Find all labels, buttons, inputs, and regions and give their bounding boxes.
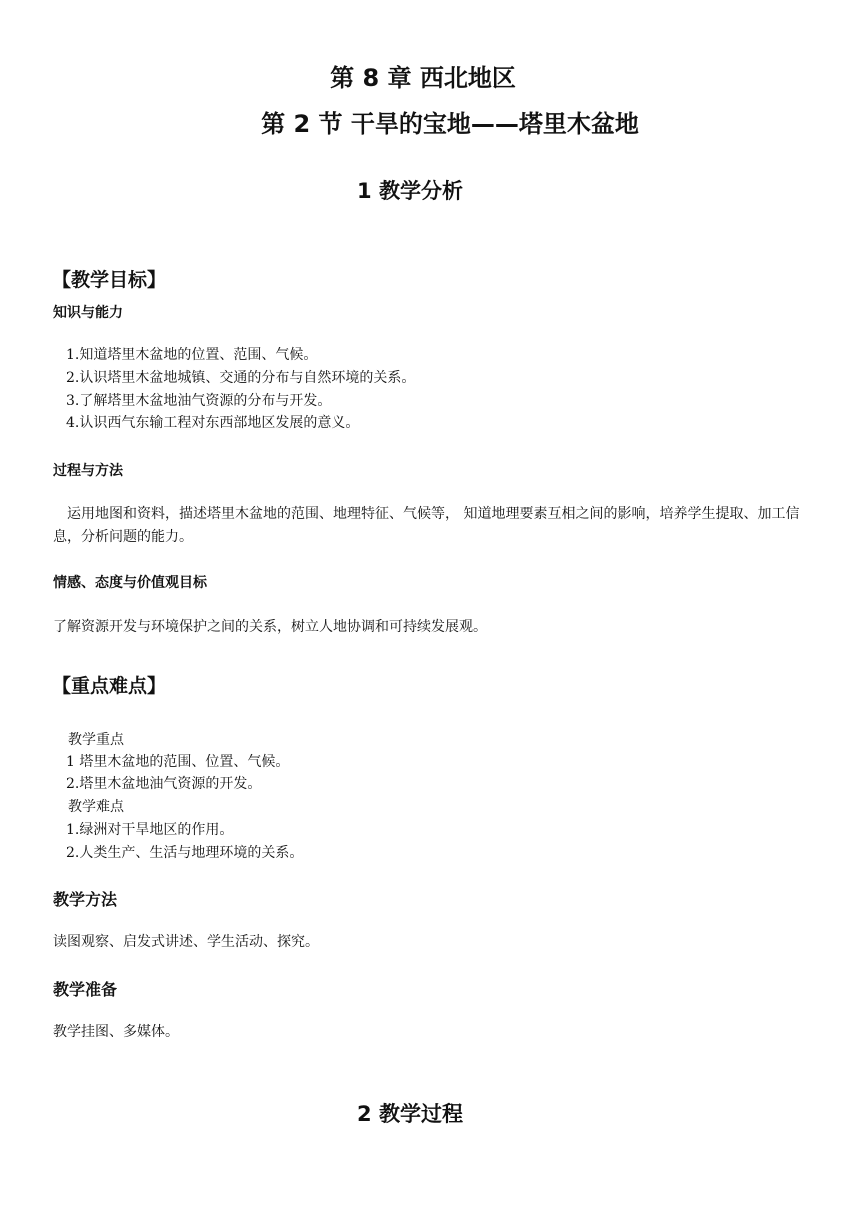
part-heading-process: 2 教学过程 bbox=[357, 1102, 463, 1126]
difficulty-label: 教学难点 bbox=[68, 799, 124, 815]
process-paragraph: 运用地图和资料，描述塔里木盆地的范围、地理特征、气候等， 知道地理要素互相之间的影响，培养学生提取、加工信息，分析问题的能力。 bbox=[53, 506, 800, 545]
section-title: 第 2 节 干旱的宝地——塔里木盆地 bbox=[261, 110, 639, 138]
difficulty-item: 2.人类生产、生活与地理环境的关系。 bbox=[66, 845, 304, 861]
methods-heading: 教学方法 bbox=[53, 890, 118, 909]
knowledge-item: 1.知道塔里木盆地的位置、范围、气候。 bbox=[66, 347, 318, 363]
emotion-paragraph: 了解资源开发与环境保护之间的关系，树立人地协调和可持续发展观。 bbox=[53, 619, 487, 635]
process-heading: 过程与方法 bbox=[53, 463, 123, 479]
knowledge-item: 2.认识塔里木盆地城镇、交通的分布与自然环境的关系。 bbox=[66, 370, 416, 386]
chapter-title: 第 8 章 西北地区 bbox=[330, 64, 516, 92]
focus-item: 1 塔里木盆地的范围、位置、气候。 bbox=[66, 754, 290, 770]
difficulty-item: 1.绿洲对干旱地区的作用。 bbox=[66, 822, 234, 838]
knowledge-item: 3.了解塔里木盆地油气资源的分布与开发。 bbox=[66, 393, 332, 409]
focus-label: 教学重点 bbox=[68, 732, 124, 748]
part-heading-analysis: 1 教学分析 bbox=[357, 179, 463, 203]
knowledge-item: 4.认识西气东输工程对东西部地区发展的意义。 bbox=[66, 415, 360, 431]
preparation-text: 教学挂图、多媒体。 bbox=[53, 1024, 179, 1040]
goals-heading: 【教学目标】 bbox=[52, 269, 167, 291]
key-points-heading: 【重点难点】 bbox=[52, 675, 167, 697]
preparation-heading: 教学准备 bbox=[53, 980, 118, 999]
focus-item: 2.塔里木盆地油气资源的开发。 bbox=[66, 776, 262, 792]
knowledge-heading: 知识与能力 bbox=[53, 305, 123, 321]
emotion-heading: 情感、态度与价值观目标 bbox=[53, 575, 207, 591]
methods-text: 读图观察、启发式讲述、学生活动、探究。 bbox=[53, 934, 319, 950]
